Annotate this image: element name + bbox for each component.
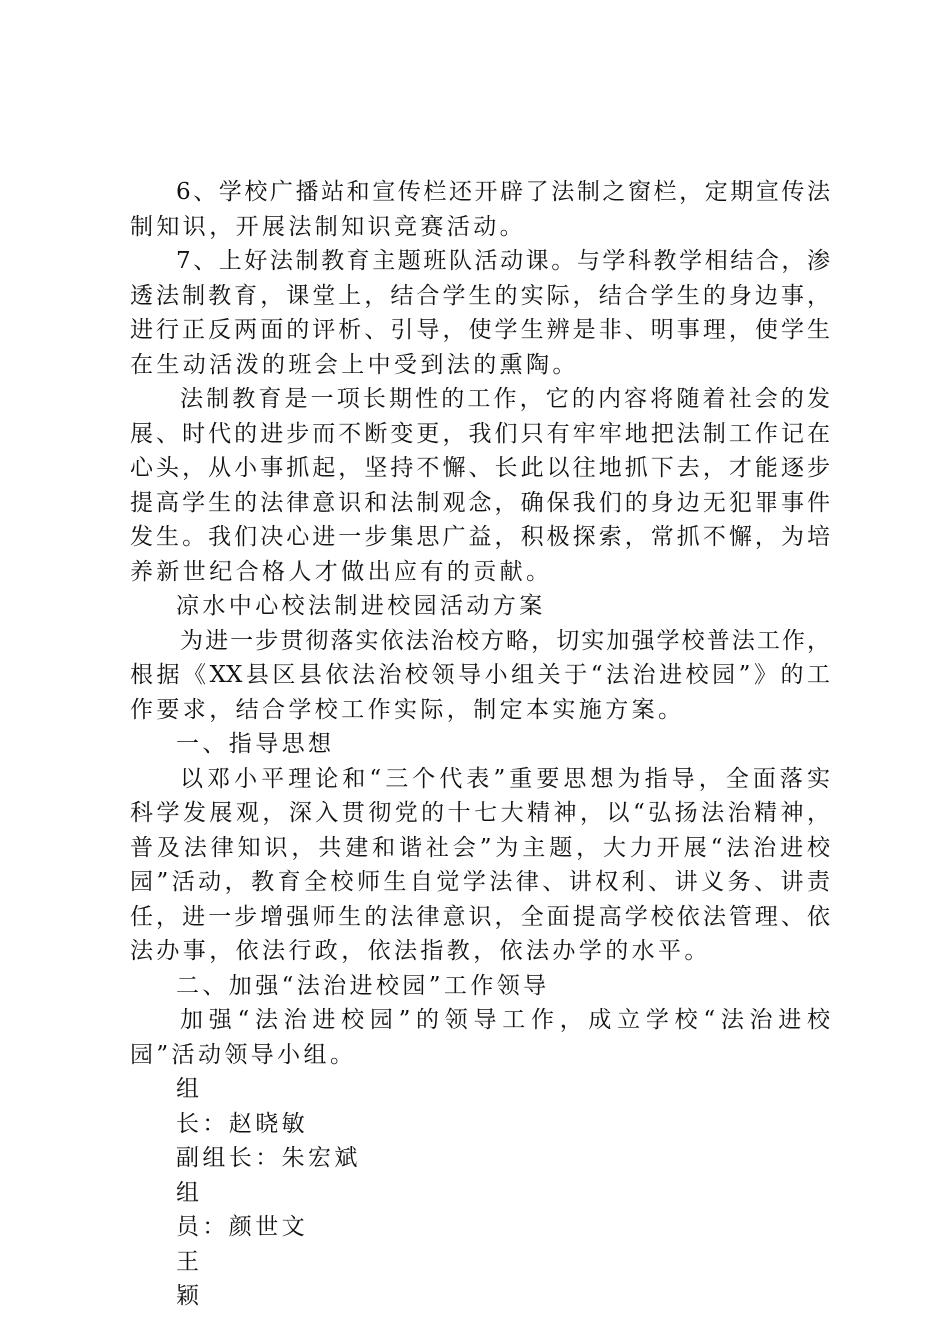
text-line: 6、学校广播站和宣传栏还开辟了法制之窗栏，定期宣传法	[176, 179, 830, 205]
text-line: 园”活动领导小组。	[130, 1041, 357, 1068]
text-line: 根据《XX县区县依法治校领导小组关于“法治进校园”》的工	[130, 662, 830, 688]
text-line: 组	[176, 1076, 203, 1102]
text-line: 科学发展观，深入贯彻党的十七大精神，以“弘扬法治精神，	[130, 800, 830, 826]
text-line: 员：颜世文	[176, 1214, 308, 1240]
text-line: 为进一步贯彻落实依法治校方略，切实加强学校普法工作，	[180, 627, 830, 654]
text-line: 法办事，依法行政，依法指教，依法办学的水平。	[130, 938, 711, 964]
text-line: 展、时代的进步而不断变更，我们只有牢牢地把法制工作记在	[130, 420, 830, 447]
text-line: 组	[176, 1179, 203, 1206]
text-line: 以邓小平理论和“三个代表”重要思想为指导，全面落实	[180, 765, 830, 792]
document-body	[130, 175, 830, 1314]
text-line: 在生动活泼的班会上中受到法的熏陶。	[130, 351, 579, 378]
text-line: 养新世纪合格人才做出应有的贡献。	[130, 558, 553, 585]
text-line: 提高学生的法律意识和法制观念，确保我们的身边无犯罪事件	[130, 489, 830, 516]
text-line: 透法制教育，课堂上，结合学生的实际，结合学生的身边事，	[130, 282, 830, 309]
text-line: 一、指导思想	[176, 731, 335, 757]
text-line: 作要求，结合学校工作实际，制定本实施方案。	[130, 696, 685, 723]
text-line: 加强“法治进校园”的领导工作，成立学校“法治进校	[180, 1007, 830, 1033]
text-line: 制知识，开展法制知识竞赛活动。	[130, 213, 526, 240]
text-line: 凉水中心校法制进校园活动方案	[176, 593, 546, 619]
text-line: 普及法律知识，共建和谐社会”为主题，大力开展“法治进校	[130, 834, 830, 861]
text-line: 颖	[176, 1283, 203, 1309]
text-line: 园”活动，教育全校师生自觉学法律、讲权利、讲义务、讲责	[130, 869, 830, 895]
text-line: 王	[176, 1248, 203, 1275]
text-line: 进行正反两面的评析、引导，使学生辨是非、明事理，使学生	[130, 317, 830, 343]
text-line: 心头，从小事抓起，坚持不懈、长此以往地抓下去，才能逐步	[130, 455, 830, 481]
text-line: 副组长：朱宏斌	[176, 1145, 361, 1171]
text-line: 法制教育是一项长期性的工作，它的内容将随着社会的发	[180, 386, 830, 412]
text-line: 7、上好法制教育主题班队活动课。与学科教学相结合，渗	[176, 248, 830, 274]
text-line: 任，进一步增强师生的法律意识，全面提高学校依法管理、依	[130, 903, 830, 930]
text-line: 二、加强“法治进校园”工作领导	[176, 972, 550, 999]
text-line: 发生。我们决心进一步集思广益，积极探索，常抓不懈，为培	[130, 524, 830, 550]
text-line: 长：赵晓敏	[176, 1110, 308, 1137]
